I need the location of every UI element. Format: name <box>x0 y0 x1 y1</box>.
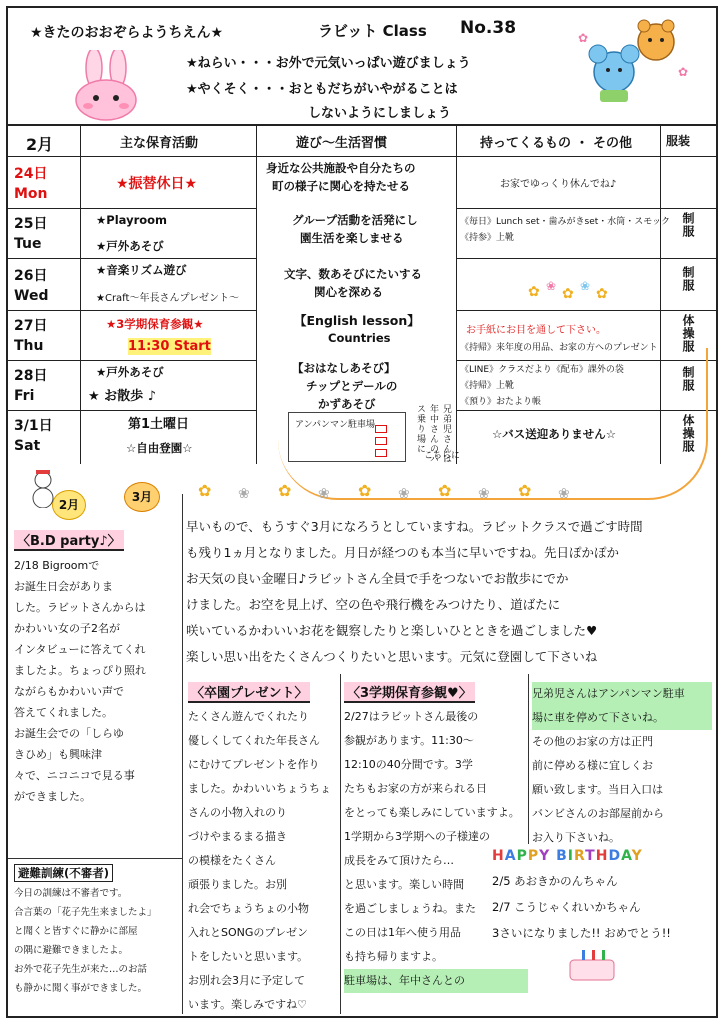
birthday-3: 3さいになりました!! おめでとう!! <box>492 926 671 940</box>
badge-mar: 3月 <box>124 482 160 512</box>
habit-english: 【English lesson】 <box>294 313 420 328</box>
svg-text:✿: ✿ <box>528 284 540 300</box>
bring-fri-2: 《持帰》上靴 <box>460 381 515 391</box>
bd-title: 〈B.D party♪〉 <box>14 530 124 551</box>
svg-text:✿: ✿ <box>438 481 452 500</box>
drill-section: 避難訓練(不審者) 今日の訓練は不審者です。 合言葉の「花子先生来ましたよ」 と聞くと皆すぐに静かに部屋 の隅に避難できましたよ。 お外で花子先生が来た…のお話 も静かに聞く事ができました。 <box>14 866 157 994</box>
svg-text:✿: ✿ <box>596 286 608 302</box>
clothes-thu: 体操服 <box>681 314 695 353</box>
map-label: アンパンマン駐車場 <box>295 420 376 430</box>
day-date-27: 27日 Thu <box>14 318 48 354</box>
clothes-tue: 制服 <box>681 212 695 238</box>
habit-countries: Countries <box>328 331 391 345</box>
svg-text:✿: ✿ <box>518 481 532 500</box>
activity-header: 主な保育活動 <box>120 136 199 151</box>
bring-sat: ☆バス送迎ありません☆ <box>492 427 617 441</box>
clothes-sat: 体操服 <box>681 414 695 453</box>
activity-26-1: ★音楽リズム遊び <box>96 263 187 277</box>
drill-title: 避難訓練(不審者) <box>14 864 113 882</box>
bring-mon: お家でゆっくり休んでね♪ <box>500 179 617 190</box>
flowers-icon <box>528 274 612 310</box>
day-date-25: 25日 Tue <box>14 216 48 252</box>
svg-text:❀: ❀ <box>478 486 490 502</box>
day-date-24: 24日 Mon <box>14 166 48 202</box>
activity-27-1: ★3学期保育参観★ <box>106 317 204 331</box>
svg-text:✿: ✿ <box>678 65 689 79</box>
habits-header: 遊び～生活習慣 <box>296 136 388 151</box>
bring-thu-note: お手紙にお目を通して下さい。 <box>466 325 606 336</box>
activity-28-2: ★ お散歩 ♪ <box>88 389 157 404</box>
birthday-section <box>492 848 712 946</box>
map-side: こちらに <box>424 451 461 461</box>
svg-text:✿: ✿ <box>562 286 574 302</box>
habit-5: 文字、数あそびにたいする <box>284 267 422 281</box>
activity-sat-1: 第1土曜日 <box>128 417 190 432</box>
day-date-28: 28日 Fri <box>14 368 48 404</box>
school-name: ★きたのおおぞらようちえん★ <box>30 25 224 41</box>
day-date-0301: 3/1日 Sat <box>14 418 53 454</box>
activity-28-1: ★戸外あそび <box>96 365 164 379</box>
day-date-26: 26日 Wed <box>14 268 49 304</box>
header <box>8 8 716 126</box>
habit-1: 身近な公共施設や自分たちの <box>266 161 416 175</box>
clothes-fri: 制服 <box>681 366 695 392</box>
birthday-1: 2/5 あおきかのんちゃん <box>492 874 618 888</box>
clothes-wed: 制服 <box>681 266 695 292</box>
svg-text:✿: ✿ <box>578 31 589 45</box>
news-section <box>8 464 716 1020</box>
issue-number: No.38 <box>460 18 517 38</box>
clothes-header: 服装 <box>666 134 691 148</box>
grad-title: 〈卒園プレゼント〉 <box>188 682 310 703</box>
badge-feb: 2月 <box>52 490 86 520</box>
habit-6: 関心を深める <box>314 285 383 299</box>
birthday-2: 2/7 こうじゃくれいかちゃん <box>492 900 641 914</box>
activity-26-2: ★Craft～年長さんプレゼント～ <box>96 293 240 304</box>
habit-chip: チップとデールの <box>306 379 398 393</box>
visit-section: 〈3学期保育参観♥〉 2/27はラビットさん最後の 参観があります。11:30～ 12:10の40分間です。3学 たちもお家の方が来られる日 をとっても楽しみにしていますよ。 1学期から3学期への子様達の 成長をみて頂けたら… と思います。楽しい時間 を過ごしましょうね。また この日は1年へ使う用品 も持ち帰りますよ。 駐車場は、年中さんとの <box>344 682 528 993</box>
activity-25-2: ★戸外あそび <box>96 239 164 253</box>
habit-kazu: かずあそび <box>318 397 376 411</box>
activity-sat-2: ☆自由登園☆ <box>126 441 193 455</box>
map-note: 兄弟児さんは年中さんのバス乗り場に <box>415 404 451 464</box>
main-message: 早いもので、もうすぐ3月になろうとしていますね。ラビットクラスで過ごす時間 も残り1ヵ月となりました。月日が経つのも本当に早いですね。先日ぽかぽか お天気の良い金曜日♪ラビットさん全員で手をつないでお散歩にでか けました。お空を見上げ、空の色や飛行機をみつけたり、道ばたに 咲いているかわいいお花を観察したりと楽しいひとときを過ごしました♥ 楽しい思い出をたくさんつくりたいと思います。元気に登園して下さいね <box>186 519 643 664</box>
bring-header: 持ってくるもの ・ その他 <box>480 136 633 151</box>
bring-fri-1: 《LINE》クラスだより《配布》課外の袋 <box>460 365 624 375</box>
svg-text:✿: ✿ <box>278 481 292 500</box>
month-header: 2月 <box>26 135 54 154</box>
aim-text: ★ねらい・・・お外で元気いっぱい遊びましょう <box>186 56 471 71</box>
visit-title: 〈3学期保育参観♥〉 <box>344 682 475 703</box>
promise-text-1: ★やくそく・・・おともだちがいやがることは <box>186 82 458 97</box>
svg-text:❀: ❀ <box>546 279 557 293</box>
activity-25-1: ★Playroom <box>96 213 168 227</box>
habit-story: 【おはなしあそび】 <box>292 361 396 375</box>
rabbit-icon <box>64 50 148 122</box>
activity-holiday: ★振替休日★ <box>116 176 198 192</box>
svg-text:✿: ✿ <box>198 481 212 500</box>
animals-icon <box>574 12 694 108</box>
svg-text:❀: ❀ <box>558 486 570 502</box>
bring-tue-2: 《持参》上靴 <box>460 233 515 243</box>
svg-text:❀: ❀ <box>318 486 330 502</box>
bring-thu-1: 《持帰》来年度の用品、お家の方へのプレゼント <box>460 343 658 353</box>
habit-4: 園生活を楽しませる <box>300 231 404 245</box>
newsletter-sheet <box>6 6 718 1018</box>
svg-text:❀: ❀ <box>238 486 250 502</box>
birthday-title: HAPPY BIRTHDAY <box>492 848 643 864</box>
promise-text-2: しないようにしましょう <box>308 106 452 121</box>
svg-text:✿: ✿ <box>358 481 372 500</box>
grad-present-section: 〈卒園プレゼント〉 たくさん遊んでくれたり 優しくしてくれた年長さん にむけてプレゼントを作り ました。かわいいちょうちょ さんの小物入れのり づけやまるまる描き の模様をたくさん 頑張りました。お別 れ会でちょうちょの小物 入れとSONGのプレゼン トをしたいと思います。 お別れ会3月に予定して います。楽しみですね♡ <box>188 682 336 1017</box>
butterflies-icon <box>198 476 638 506</box>
cake-icon <box>562 944 622 984</box>
activity-27-2: 11:30 Start <box>128 339 211 354</box>
bd-party-section: 〈B.D party♪〉 2/18 Bigroomで お誕生日会がありま した。ラビットさんからは かわいい女の子2名が インタビューに答えてくれ ましたよ。ちょっぴり照れ ながらもかわいい声で 答えてくれました。 お誕生会での「しらゆ きひめ」も興味津 々で、ニコニコで見る事 ができました。 <box>14 530 180 807</box>
habit-3: グループ活動を活発にし <box>292 213 418 227</box>
snowman-icon <box>28 468 58 508</box>
sibling-parking-section: 兄弟児さんはアンパンマン駐車 場に車を停めて下さいね。 その他のお家の方は正門 前に停める様に宜しくお 願い致します。当日入口は バンビさんのお部屋前から お入り下さいね。 <box>532 682 712 850</box>
svg-text:❀: ❀ <box>398 486 410 502</box>
habit-2: 町の様子に関心を持たせる <box>272 179 410 193</box>
bring-tue-1: 《毎日》Lunch set・歯みがきset・水筒・スモック <box>460 217 671 227</box>
class-name: ラビット Class <box>318 22 427 40</box>
svg-text:❀: ❀ <box>580 279 591 293</box>
bring-fri-3: 《預り》おたより帳 <box>460 397 542 407</box>
